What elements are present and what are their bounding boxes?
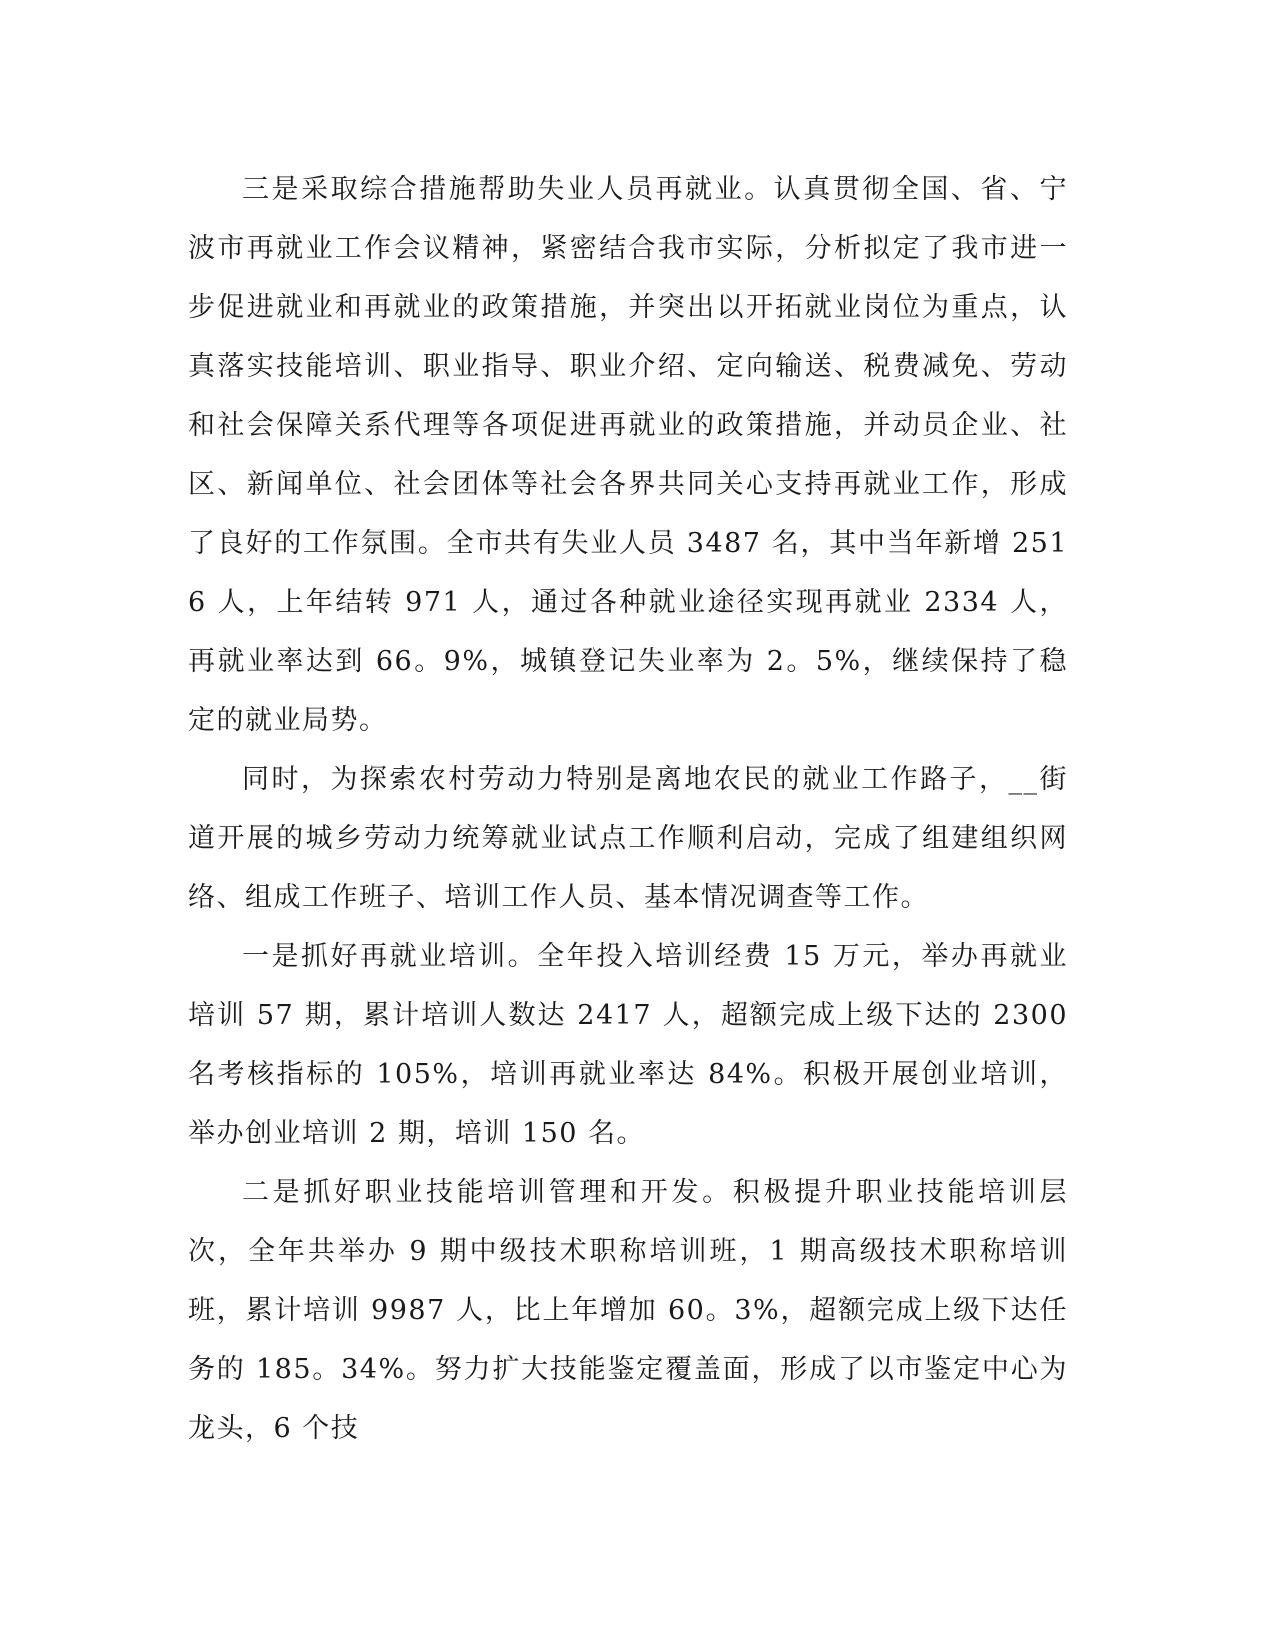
paragraph-reemployment-training: 一是抓好再就业培训。全年投入培训经费 15 万元，举办再就业培训 57 期，累计培训人数达 2417 人，超额完成上级下达的 2300 名考核指标的 105%，培训再就业率达 84%。积极开展创业培训，举办创业培训 2 期，培训 150 名。 — [188, 941, 1068, 1149]
paragraph-reemployment-measures: 三是采取综合措施帮助失业人员再就业。认真贯彻全国、省、宁波市再就业工作会议精神，紧密结合我市实际，分析拟定了我市进一步促进就业和再就业的政策措施，并突出以开拓就业岗位为重点，认真落实技能培训、职业指导、职业介绍、定向输送、税费减免、劳动和社会保障关系代理等各项促进再就业的政策措施，并动员企业、社区、新闻单位、社会团体等社会各界共同关心支持再就业工作，形成了良好的工作氛围。全市共有失业人员 3487 名，其中当年新增 2516 人，上年结转 971 人，通过各种就业途径实现再就业 2334 人，再就业率达到 66。9%，城镇登记失业率为 2。5%，继续保持了稳定的就业局势。 — [188, 174, 1068, 736]
paragraph-vocational-skills-training: 二是抓好职业技能培训管理和开发。积极提升职业技能培训层次，全年共举办 9 期中级技术职称培训班，1 期高级技术职称培训班，累计培训 9987 人，比上年增加 60。3%，超额完成上级下达任务的 185。34%。努力扩大技能鉴定覆盖面，形成了以市鉴定中心为龙头，6 个技 — [188, 1177, 1068, 1444]
document-body — [188, 160, 1068, 1458]
paragraph-rural-labor-pilot: 同时，为探索农村劳动力特别是离地农民的就业工作路子，__街道开展的城乡劳动力统筹就业试点工作顺利启动，完成了组建组织网络、组成工作班子、培训工作人员、基本情况调查等工作。 — [188, 764, 1068, 913]
